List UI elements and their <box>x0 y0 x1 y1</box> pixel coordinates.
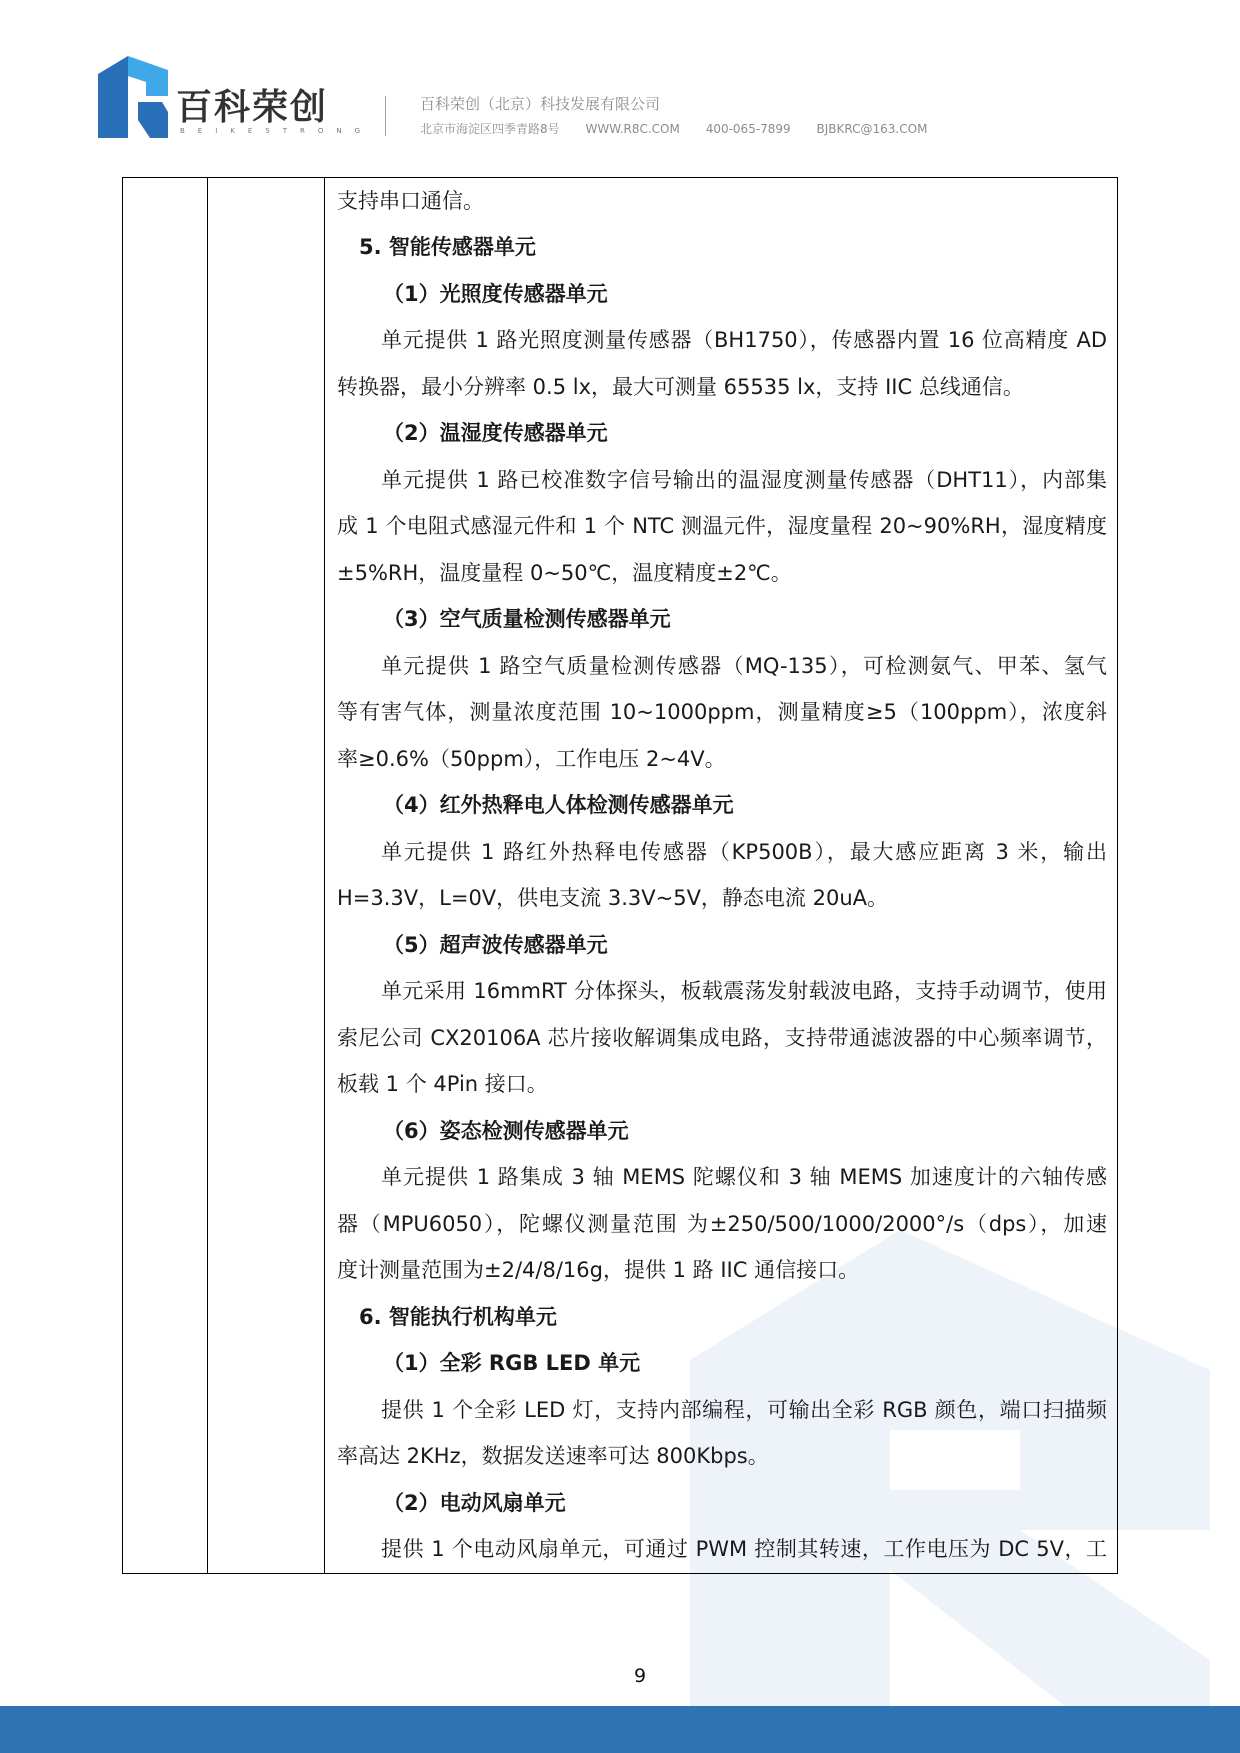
company-address: 北京市海淀区四季青路8号 <box>420 122 560 136</box>
subsection-heading: （3）空气质量检测传感器单元 <box>383 607 671 631</box>
paragraph-line: 成 1 个电阻式感湿元件和 1 个 NTC 测温元件，湿度量程 20~90%RH，湿度精度 <box>337 514 1107 538</box>
paragraph-line: 提供 1 个电动风扇单元，可通过 PWM 控制其转速，工作电压为 DC 5V，工 <box>381 1537 1107 1561</box>
paragraph-line: 转换器，最小分辨率 0.5 lx，最大可测量 65535 lx，支持 IIC 总线通信。 <box>337 375 1024 399</box>
subsection-heading: （1）全彩 RGB LED 单元 <box>383 1351 641 1375</box>
table-column-divider <box>207 178 208 1573</box>
paragraph-line: 单元提供 1 路已校准数字信号输出的温湿度测量传感器（DHT11），内部集 <box>381 468 1107 492</box>
subsection-heading: （1）光照度传感器单元 <box>383 282 608 306</box>
subsection-heading: （4）红外热释电人体检测传感器单元 <box>383 793 734 817</box>
footer-bar <box>0 1706 1240 1753</box>
paragraph-line: 索尼公司 CX20106A 芯片接收解调集成电路，支持带通滤波器的中心频率调节， <box>337 1026 1107 1050</box>
subsection-heading: （2）温湿度传感器单元 <box>383 421 608 445</box>
paragraph-line: 率高达 2KHz，数据发送速率可达 800Kbps。 <box>337 1444 769 1468</box>
paragraph-line: 度计测量范围为±2/4/8/16g，提供 1 路 IIC 通信接口。 <box>337 1258 860 1282</box>
company-website: WWW.R8C.COM <box>585 122 680 136</box>
company-phone: 400-065-7899 <box>705 122 791 136</box>
paragraph-line: 单元提供 1 路集成 3 轴 MEMS 陀螺仪和 3 轴 MEMS 加速度计的六轴传感 <box>381 1165 1107 1189</box>
brand-subtitle: BEIKESTRONG <box>180 127 374 135</box>
section-heading: 5. 智能传感器单元 <box>359 235 536 259</box>
text-line: 支持串口通信。 <box>337 189 484 213</box>
paragraph-line: 板载 1 个 4Pin 接口。 <box>337 1072 548 1096</box>
section-heading: 6. 智能执行机构单元 <box>359 1305 557 1329</box>
company-name: 百科荣创（北京）科技发展有限公司 <box>420 95 661 113</box>
paragraph-line: H=3.3V，L=0V，供电支流 3.3V~5V，静态电流 20uA。 <box>337 886 889 910</box>
company-email: BJBKRC@163.COM <box>816 122 928 136</box>
spec-table <box>122 177 1118 1574</box>
brand-name: 百科荣创 <box>176 87 329 128</box>
subsection-heading: （2）电动风扇单元 <box>383 1491 566 1515</box>
paragraph-line: 提供 1 个全彩 LED 灯，支持内部编程，可输出全彩 RGB 颜色，端口扫描频 <box>381 1398 1107 1422</box>
paragraph-line: 率≥0.6%（50ppm），工作电压 2~4V。 <box>337 747 726 771</box>
subsection-heading: （5）超声波传感器单元 <box>383 933 608 957</box>
paragraph-line: 等有害气体，测量浓度范围 10~1000ppm，测量精度≥5（100ppm），浓度斜 <box>337 700 1107 724</box>
paragraph-line: 单元采用 16mmRT 分体探头，板载震荡发射载波电路，支持手动调节，使用 <box>381 979 1107 1003</box>
paragraph-line: 单元提供 1 路空气质量检测传感器（MQ-135），可检测氨气、甲苯、氢气 <box>381 654 1107 678</box>
company-contacts <box>420 121 949 137</box>
paragraph-line: 单元提供 1 路光照度测量传感器（BH1750），传感器内置 16 位高精度 AD <box>381 328 1107 352</box>
paragraph-line: 器（MPU6050），陀螺仪测量范围 为±250/500/1000/2000°/s（dps），加速 <box>337 1212 1107 1236</box>
company-logo-icon <box>98 56 168 138</box>
table-content-cell <box>337 178 1107 1573</box>
header-divider <box>385 96 386 136</box>
table-column-divider <box>324 178 325 1573</box>
page-number: 9 <box>633 1665 647 1687</box>
paragraph-line: 单元提供 1 路红外热释电传感器（KP500B），最大感应距离 3 米，输出 <box>381 840 1107 864</box>
paragraph-line: ±5%RH，温度量程 0~50℃，温度精度±2℃。 <box>337 561 792 585</box>
subsection-heading: （6）姿态检测传感器单元 <box>383 1119 629 1143</box>
